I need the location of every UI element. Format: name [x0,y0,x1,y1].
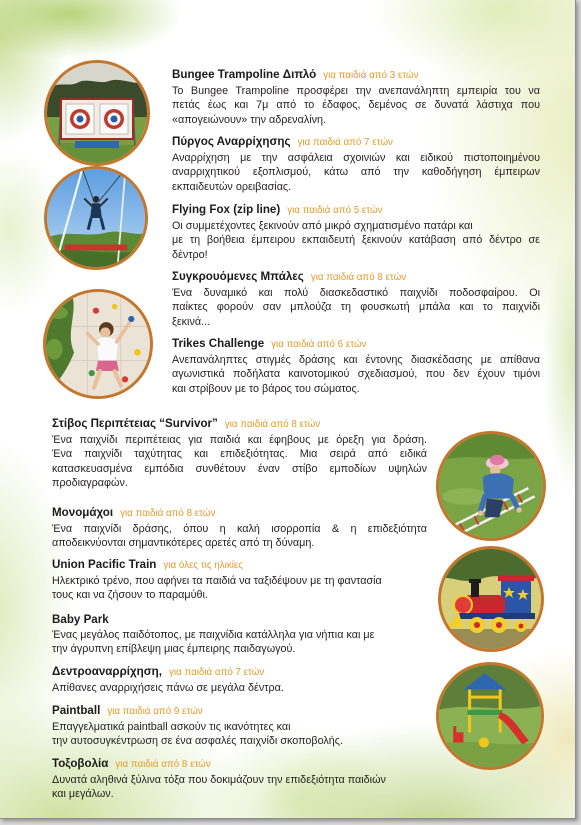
activity-trikes-challenge [172,336,540,396]
age-label: για παιδιά από 5 ετών [287,205,383,216]
description-line: ξεκινά... [172,315,211,328]
description-line: Ανεπανάληπτες στιγμές δράσης και έντονης διασκέδασης με απίθανα [172,353,540,366]
age-label: για όλες τις ηλικίες [163,560,243,571]
description-line: αποδεικνύονται σημαντικότερες αρετές από τη δύναμη. [52,537,315,549]
description-line: Απίθανες αναρριχήσεις πάνω σε μεγάλα δέντρα. [52,681,284,694]
description-line: Αναρρίχηση με την ασφάλεια σχοινιών και ειδικού πιστοποιημένου [172,151,540,164]
activity-title: Flying Fox (zip line) [172,203,281,216]
bungee-illustration [47,169,145,267]
description-line: παίκτες φορούν σαν μπλούζα τη φουσκωτή μπάλα και το παιχνίδι [172,301,540,313]
age-label: για παιδιά από 8 ετών [224,419,321,430]
description-line: και στρίβουν με το βάρος του σώματος. [172,382,360,395]
activity-paintball [52,703,427,749]
description-line: εκπαιδευτών ορειβασίας. [172,180,292,193]
trampoline-photo [44,60,150,166]
activity-heading [52,416,427,433]
activity-climbing-tower [172,134,540,194]
description-line: με τη βοήθεια έμπειρου εκπαιδευτή ξεκινούν κατάβαση από δέντρο σε [172,234,540,246]
activity-title: Δεντροαναρρίχηση, [52,665,162,678]
activity-tree-climbing [52,664,427,695]
activity-union-pacific-train [52,557,427,603]
description-line: προδιαγραφών. [52,477,128,489]
activity-heading [52,557,427,574]
description-line: Ένα παιχνίδι δράσης, όπου η καλή ισορροπία & η επιδεξιότητα [52,522,427,535]
description-line: αγωνιστικά ποδήλατα καινοτομικού σχεδιασμού, που δεν έχουν τιμόνι [172,368,540,380]
train-illustration [441,549,541,649]
activity-title: Trikes Challenge [172,337,265,350]
description-line: την άγρυπνη επίβλεψη μιας έμπειρης παιδαγωγού. [52,643,296,655]
description-line: Το Bungee Trampoline προσφέρει την ανεπανάληπτη εμπειρία του να [172,84,540,97]
trampoline-illustration [47,63,147,163]
age-label: για παιδιά από 8 ετών [115,759,211,770]
description-line: Επαγγελματικά paintball ασκούν τις ικανότητες και [52,720,291,733]
activity-title: Union Pacific Train [52,558,157,571]
activity-title: Paintball [52,704,101,717]
activity-heading [172,202,540,219]
description-line: αναρριχητικού εξοπλισμού, κάτω από την καθοδήγηση έμπειρων [172,166,540,178]
activity-heading [52,612,427,628]
age-label: για παιδιά από 8 ετών [120,508,216,519]
age-label: για παιδιά από 7 ετών [297,137,393,148]
activity-title: Πύργος Αναρρίχησης [172,135,291,148]
age-label: για παιδιά από 8 ετών [310,272,407,283]
obstacle-course-photo [436,431,546,541]
playground-photo [436,662,544,770]
activity-heading [52,756,427,773]
activity-heading [172,336,540,353]
activity-heading [172,269,540,286]
activity-title: Τοξοβολία [52,757,109,770]
description-line: κατασκευασμένα εμπόδια συνθέτουν έναν στίβο εμποδίων υψηλών [52,462,427,475]
activity-baby-park [52,612,427,657]
age-label: για παιδιά από 7 ετών [168,667,265,678]
description-line: την αυτοσυγκέντρωση σε ένα ασφαλές παιχνίδι σκοποβολής. [52,735,344,747]
activity-survivor-course [52,416,427,491]
description-line: Ηλεκτρικό τρένο, που αφήνει τα παιδιά να ταξιδέψουν με τη φαντασία [52,574,382,587]
activity-title: Baby Park [52,613,109,626]
description-line: δέντρο! [172,248,208,261]
description-line: Ένα παιχνίδι ταχύτητας και επιδεξιότητας. Μια σειρά από ειδικά [52,448,427,460]
activity-bumper-balls [172,269,540,329]
train-photo [438,546,544,652]
activity-title: Bungee Trampoline Διπλό [172,68,317,81]
activity-gladiators [52,505,427,551]
age-label: για παιδιά από 9 ετών [107,706,203,717]
activity-heading [52,664,427,681]
description-line: πετάς έως και 7μ από το έδαφος, δεμένος σε δυνατά λάστιχα που [172,99,540,111]
age-label: για παιδιά από 3 ετών [323,70,419,81]
age-label: για παιδιά από 6 ετών [271,339,367,350]
activity-title: Στίβος Περιπέτειας “Survivor” [52,417,218,430]
description-line: Ένα δυναμικό και πολύ διασκεδαστικό παιχνίδι ποδοσφαίρου. Οι [172,286,540,299]
description-line: Οι συμμετέχοντες ξεκινούν από μικρό σχηματισμένο πατάρι και [172,219,473,232]
playground-illustration [439,665,541,767]
description-line: τους και να ζήσουν το παραμύθι. [52,589,208,601]
description-line: και μεγάλων. [52,788,114,800]
activity-bungee-trampoline [172,67,540,127]
activity-heading [52,703,427,720]
description-line: Δυνατά αληθινά ξύλινα τόξα που δοκιμάζουν την επιδεξιότητα παιδιών [52,773,386,786]
activity-heading [52,505,427,522]
activity-title: Μονομάχοι [52,506,114,519]
description-line: «απογειώνουν» την αδρεναλίνη. [172,113,327,126]
activity-heading [172,134,540,151]
activity-title: Συγκρουόμενες Μπάλες [172,270,304,283]
description-line: Ένας μεγάλος παιδότοπος, με παιχνίδια κατάλληλα για νήπια και με [52,628,375,641]
climbing-wall-illustration [46,292,150,396]
activity-heading [172,67,540,84]
bungee-photo [44,166,148,270]
obstacle-course-illustration [439,434,543,538]
activity-flying-fox [172,202,540,262]
activity-archery [52,756,427,802]
climbing-wall-photo [43,289,153,399]
description-line: Ένα παιχνίδι περιπέτειας για παιδιά και έφηβους με όρεξη για δράση. [52,433,427,446]
